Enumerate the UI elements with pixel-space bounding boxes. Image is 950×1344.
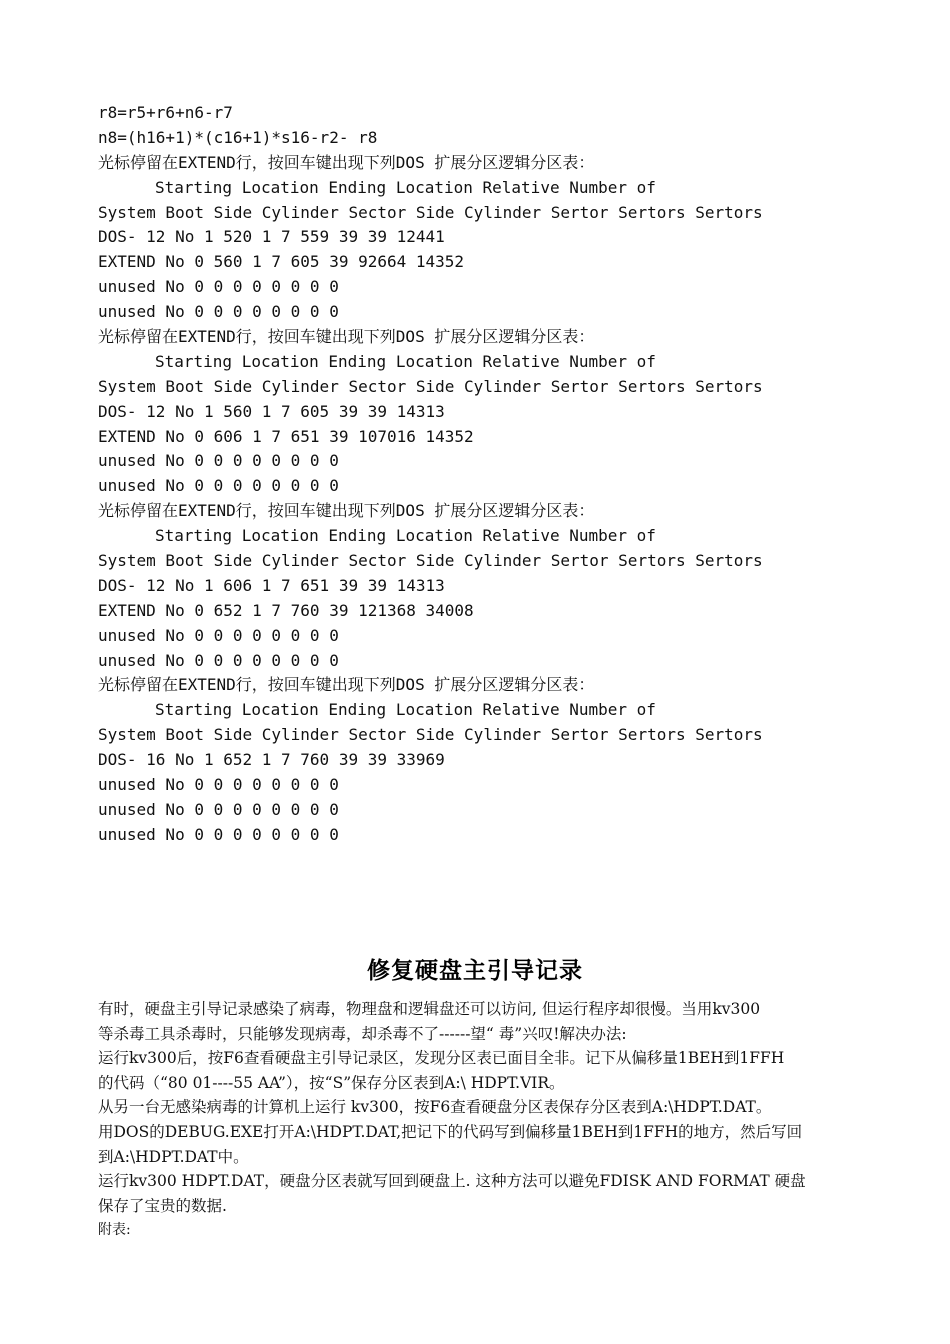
listing-line: System Boot Side Cylinder Sector Side Cylinder Sertor Sertors Sertors xyxy=(98,202,763,222)
listing-line: 光标停留在EXTEND行，按回车键出现下列DOS 扩展分区逻辑分区表： xyxy=(98,152,595,172)
listing-line: unused No 0 0 0 0 0 0 0 0 xyxy=(98,650,339,670)
listing-line: Starting Location Ending Location Relative Number of xyxy=(155,177,656,197)
listing-line: 光标停留在EXTEND行，按回车键出现下列DOS 扩展分区逻辑分区表： xyxy=(98,675,595,695)
listing-line: unused No 0 0 0 0 0 0 0 0 xyxy=(98,775,339,795)
listing-line: unused No 0 0 0 0 0 0 0 0 xyxy=(98,451,339,471)
listing-line: unused No 0 0 0 0 0 0 0 0 xyxy=(98,824,339,844)
listing-line: DOS- 12 No 1 560 1 7 605 39 39 14313 xyxy=(98,401,445,421)
partition-table-listing xyxy=(98,101,898,848)
body-line: 到A:\HDPT.DAT中。 xyxy=(98,1147,249,1166)
listing-line: DOS- 16 No 1 652 1 7 760 39 39 33969 xyxy=(98,750,445,770)
body-text xyxy=(98,997,903,1243)
body-line: 的代码（“80 01----55 AA”），按“S”保存分区表到A:\ HDPT.VIR。 xyxy=(98,1073,565,1092)
listing-line: n8=(h16+1)*(c16+1)*s16-r2- r8 xyxy=(98,127,378,147)
listing-line: EXTEND No 0 652 1 7 760 39 121368 34008 xyxy=(98,600,474,620)
section-title: 修复硬盘主引导记录 xyxy=(367,958,583,984)
listing-line: unused No 0 0 0 0 0 0 0 0 xyxy=(98,625,339,645)
listing-line: unused No 0 0 0 0 0 0 0 0 xyxy=(98,277,339,297)
body-line: 等杀毒工具杀毒时，只能够发现病毒，却杀毒不了------望“ 毒”兴叹!解决办法: xyxy=(98,1024,627,1043)
body-line: 运行kv300 HDPT.DAT，硬盘分区表就写回到硬盘上. 这种方法可以避免FDISK AND FORMAT 硬盘 xyxy=(98,1172,806,1191)
listing-line: unused No 0 0 0 0 0 0 0 0 xyxy=(98,799,339,819)
listing-line: EXTEND No 0 606 1 7 651 39 107016 14352 xyxy=(98,426,474,446)
listing-line: Starting Location Ending Location Relative Number of xyxy=(155,351,656,371)
body-line: 有时，硬盘主引导记录感染了病毒，物理盘和逻辑盘还可以访问, 但运行程序却很慢。当用kv300 xyxy=(98,1000,761,1018)
body-line: 附表: xyxy=(98,1222,131,1239)
listing-line: 光标停留在EXTEND行，按回车键出现下列DOS 扩展分区逻辑分区表： xyxy=(98,501,595,521)
listing-line: DOS- 12 No 1 606 1 7 651 39 39 14313 xyxy=(98,575,445,595)
listing-line: r8=r5+r6+n6-r7 xyxy=(98,103,233,122)
body-line: 用DOS的DEBUG.EXE打开A:\HDPT.DAT,把记下的代码写到偏移量1BEH到1FFH的地方，然后写回 xyxy=(98,1122,803,1141)
listing-line: System Boot Side Cylinder Sector Side Cylinder Sertor Sertors Sertors xyxy=(98,551,763,571)
listing-line: Starting Location Ending Location Relative Number of xyxy=(155,700,656,720)
listing-line: System Boot Side Cylinder Sector Side Cylinder Sertor Sertors Sertors xyxy=(98,376,763,396)
listing-line: EXTEND No 0 560 1 7 605 39 92664 14352 xyxy=(98,252,465,272)
listing-line: unused No 0 0 0 0 0 0 0 0 xyxy=(98,476,339,496)
listing-line: DOS- 12 No 1 520 1 7 559 39 39 12441 xyxy=(98,227,445,247)
body-line: 运行kv300后，按F6查看硬盘主引导记录区，发现分区表已面目全非。记下从偏移量1BEH到1FFH xyxy=(98,1049,785,1068)
body-line: 从另一台无感染病毒的计算机上运行 kv300，按F6查看硬盘分区表保存分区表到A:\HDPT.DAT。 xyxy=(98,1098,772,1117)
listing-line: 光标停留在EXTEND行，按回车键出现下列DOS 扩展分区逻辑分区表： xyxy=(98,327,595,347)
listing-line: System Boot Side Cylinder Sector Side Cylinder Sertor Sertors Sertors xyxy=(98,725,763,745)
listing-line: unused No 0 0 0 0 0 0 0 0 xyxy=(98,302,339,322)
listing-line: Starting Location Ending Location Relative Number of xyxy=(155,526,656,546)
body-line: 保存了宝贵的数据. xyxy=(98,1196,227,1215)
